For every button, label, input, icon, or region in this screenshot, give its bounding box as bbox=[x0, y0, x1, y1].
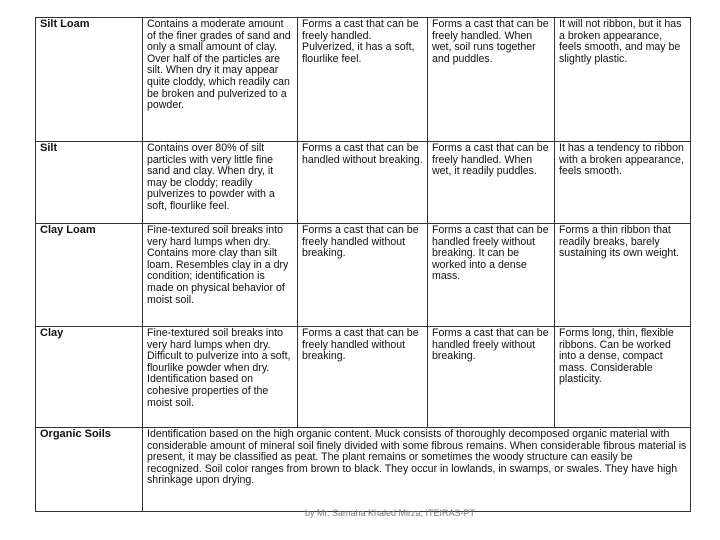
soil-name-cell: Clay bbox=[36, 327, 143, 428]
moist-cast-cell: Forms a cast that can be freely handled. When wet, soil runs together and puddles. bbox=[428, 18, 555, 142]
ribbon-cell: Forms a thin ribbon that readily breaks, barely sustaining its own weight. bbox=[555, 224, 691, 327]
dry-cast-cell: Forms a cast that can be freely handled without breaking. bbox=[298, 224, 428, 327]
moist-cast-cell: Forms a cast that can be handled freely without breaking. bbox=[428, 327, 555, 428]
table-row bbox=[36, 18, 691, 142]
table-row bbox=[36, 142, 691, 224]
soil-name-cell: Clay Loam bbox=[36, 224, 143, 327]
soil-name-cell: Organic Soils bbox=[36, 428, 143, 512]
moist-cast-cell: Forms a cast that can be handled freely without breaking. It can be worked into a dense mass. bbox=[428, 224, 555, 327]
soil-identification-table bbox=[35, 17, 691, 512]
description-cell: Contains over 80% of silt particles with very little fine sand and clay. When dry, it may be cloddy; readily pulverizes to powder with a soft, flourlike feel. bbox=[143, 142, 298, 224]
description-cell: Fine-textured soil breaks into very hard lumps when dry. Contains more clay than silt loam. Resembles clay in a dry condition; identification is made on physical behavior of moist soil. bbox=[143, 224, 298, 327]
moist-cast-cell: Forms a cast that can be freely handled. When wet, it readily puddles. bbox=[428, 142, 555, 224]
ribbon-cell: It has a tendency to ribbon with a broken appearance, feels smooth. bbox=[555, 142, 691, 224]
table-row bbox=[36, 428, 691, 512]
soil-name-cell: Silt Loam bbox=[36, 18, 143, 142]
ribbon-cell: Forms long, thin, flexible ribbons. Can be worked into a dense, compact mass. Considerable plasticity. bbox=[555, 327, 691, 428]
table-row bbox=[36, 224, 691, 327]
table-row bbox=[36, 327, 691, 428]
description-cell: Contains a moderate amount of the finer grades of sand and only a small amount of clay. Over half of the particles are silt. When dry it may appear quite cloddy, which readily can be broken and pulverized to a powder. bbox=[143, 18, 298, 142]
soil-name-cell: Silt bbox=[36, 142, 143, 224]
dry-cast-cell: Forms a cast that can be handled without breaking. bbox=[298, 142, 428, 224]
footer-credit: by Mr. Samaha Khaled Mirza, ITEIRAS-PT bbox=[304, 508, 476, 518]
dry-cast-cell: Forms a cast that can be freely handled. Pulverized, it has a soft, flourlike feel. bbox=[298, 18, 428, 142]
ribbon-cell: It will not ribbon, but it has a broken appearance, feels smooth, and may be slightly plastic. bbox=[555, 18, 691, 142]
dry-cast-cell: Forms a cast that can be freely handled without breaking. bbox=[298, 327, 428, 428]
description-cell: Identification based on the high organic content. Muck consists of thoroughly decomposed organic material with considerable amount of mineral soil finely divided with some fibrous remains. When considerable fibrous material is present, it may be classified as peat. The plant remains or sometimes the woody structure can easily be recognized. Soil color ranges from brown to black. They occur in lowlands, in swamps, or swales. They have high shrinkage upon drying. bbox=[143, 428, 691, 512]
description-cell: Fine-textured soil breaks into very hard lumps when dry. Difficult to pulverize into a soft, flourlike powder when dry. Identification based on cohesive properties of the moist soil. bbox=[143, 327, 298, 428]
